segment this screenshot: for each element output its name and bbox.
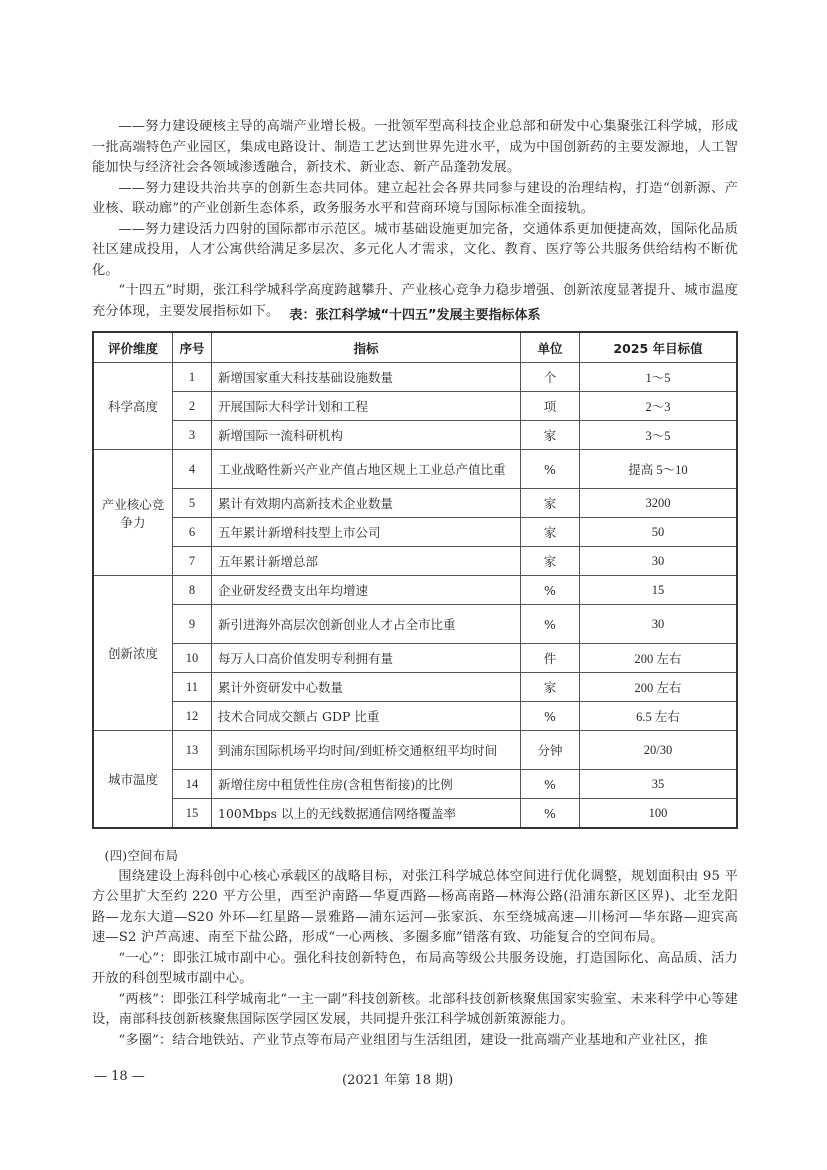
table-header-row [93,332,737,363]
paragraph: “一心”：即张江城市副中心。强化科技创新特色，布局高等级公共服务设施，打造国际化、高品质、活力开放的科创型城市副中心。 [92,950,738,986]
dimension-cell: 科学高度 [93,363,173,450]
target-cell: 200 左右 [580,644,738,673]
indicator-cell: 新引进海外高层次创新创业人才占全市比重 [212,605,521,644]
table-row [93,392,737,421]
number-cell: 4 [173,450,212,489]
number-cell: 7 [173,547,212,576]
indicator-cell: 累计外资研发中心数量 [212,673,521,702]
number-cell: 3 [173,421,212,450]
number-cell: 11 [173,673,212,702]
table-row [93,363,737,392]
header-target: 2025 年目标值 [580,332,738,363]
indicator-cell: 开展国际大科学计划和工程 [212,392,521,421]
table-row [93,576,737,605]
unit-cell: % [521,576,580,605]
target-cell: 1～5 [580,363,738,392]
page-number: — 18 — [94,1069,145,1084]
indicator-cell: 每万人口高价值发明专利拥有量 [212,644,521,673]
number-cell: 2 [173,392,212,421]
dimension-cell: 创新浓度 [93,576,173,731]
intro-section [92,117,738,322]
table-row [93,673,737,702]
indicator-cell: 工业战略性新兴产业产值占地区规上工业总产值比重 [212,450,521,489]
indicator-table [92,331,738,829]
target-cell: 35 [580,770,738,799]
table-row [93,702,737,731]
target-cell: 3200 [580,489,738,518]
unit-cell: 分钟 [521,731,580,770]
unit-cell: 家 [521,673,580,702]
paragraph: “两核”：即张江科学城南北“一主一副”科技创新核。北部科技创新核聚焦国家实验室、未来科学中心等建设，南部科技创新核聚焦国际医学园区发展，共同提升张江科学城创新策源能力。 [92,991,738,1027]
table-row [93,644,737,673]
number-cell: 8 [173,576,212,605]
table-row [93,518,737,547]
unit-cell: % [521,605,580,644]
indicator-cell: 新增国际一流科研机构 [212,421,521,450]
table-row [93,731,737,770]
number-cell: 6 [173,518,212,547]
paragraph: ——努力建设共治共享的创新生态共同体。建立起社会各界共同参与建设的治理结构，打造“创新源、产业核、联动廊”的产业创新生态体系，政务服务水平和营商环境与国际标准全面接轨。 [92,180,738,216]
spatial-layout-section [92,846,738,1051]
table-row [93,547,737,576]
paragraph: 围绕建设上海科创中心核心承载区的战略目标，对张江科学城总体空间进行优化调整，规划面积由 95 平方公里扩大至约 220 平方公里，西至沪南路—华夏西路—杨高南路—林海公路(沿浦东新区区界)、北至龙阳路—龙东大道—S20 外环—红星路—景雅路—浦东运河—张家浜、东至绕城高速—川杨河—华东路—迎宾高速—S2 沪芦高速、南至下盐公路，形成“一心两核、多圈多廊”错落有致、功能复合的空间布局。 [92,868,738,945]
number-cell: 13 [173,731,212,770]
header-unit: 单位 [521,332,580,363]
number-cell: 5 [173,489,212,518]
unit-cell: 家 [521,547,580,576]
number-cell: 10 [173,644,212,673]
target-cell: 30 [580,605,738,644]
number-cell: 9 [173,605,212,644]
table-row [93,489,737,518]
table-row [93,421,737,450]
table-caption: 表：张江科学城“十四五”发展主要指标体系 [289,308,541,323]
issue-label: (2021 年第 18 期) [342,1073,454,1088]
paragraph: ——努力建设活力四射的国际都市示范区。城市基础设施更加完备，交通体系更加便捷高效，国际化品质社区建成投用，人才公寓供给满足多层次、多元化人才需求，文化、教育、医疗等公共服务供给结构不断优化。 [92,221,738,278]
unit-cell: 个 [521,363,580,392]
target-cell: 30 [580,547,738,576]
header-number: 序号 [173,332,212,363]
number-cell: 1 [173,363,212,392]
table-row [93,605,737,644]
target-cell: 20/30 [580,731,738,770]
header-dimension: 评价维度 [93,332,173,363]
target-cell: 15 [580,576,738,605]
unit-cell: 家 [521,421,580,450]
target-cell: 3～5 [580,421,738,450]
indicator-cell: 五年累计新增总部 [212,547,521,576]
table-row [93,770,737,799]
target-cell: 200 左右 [580,673,738,702]
unit-cell: 家 [521,518,580,547]
target-cell: 6.5 左右 [580,702,738,731]
indicator-cell: 新增国家重大科技基础设施数量 [212,363,521,392]
target-cell: 100 [580,799,738,829]
number-cell: 12 [173,702,212,731]
indicator-cell: 累计有效期内高新技术企业数量 [212,489,521,518]
section-heading: (四)空间布局 [104,848,179,863]
table-row [93,450,737,489]
unit-cell: % [521,799,580,829]
table-row [93,799,737,829]
paragraph: “多圈”：结合地铁站、产业节点等布局产业组团与生活组团，建设一批高端产业基地和产业社区，推 [118,1032,708,1048]
indicator-cell: 到浦东国际机场平均时间/到虹桥交通枢纽平均时间 [212,731,521,770]
number-cell: 15 [173,799,212,829]
unit-cell: 家 [521,489,580,518]
dimension-cell: 城市温度 [93,731,173,829]
indicator-cell: 100Mbps 以上的无线数据通信网络覆盖率 [212,799,521,829]
indicator-cell: 新增住房中租赁性住房(含租售衔接)的比例 [212,770,521,799]
header-indicator: 指标 [212,332,521,363]
unit-cell: 项 [521,392,580,421]
paragraph: “十四五”时期，张江科学城科学高度跨越攀升、产业核心竞争力稳步增强、创新浓度显著提升、城市温度充分体现，主要发展指标如下。 [92,283,738,319]
target-cell: 2～3 [580,392,738,421]
indicator-cell: 技术合同成交额占 GDP 比重 [212,702,521,731]
target-cell: 50 [580,518,738,547]
indicator-cell: 企业研发经费支出年均增速 [212,576,521,605]
indicator-cell: 五年累计新增科技型上市公司 [212,518,521,547]
paragraph: ——努力建设硬核主导的高端产业增长极。一批领军型高科技企业总部和研发中心集聚张江科学城，形成一批高端特色产业园区，集成电路设计、制造工艺达到世界先进水平，成为中国创新药的主要发源地，人工智能加快与经济社会各领域渗透融合，新技术、新业态、新产品蓬勃发展。 [92,119,738,175]
unit-cell: % [521,450,580,489]
dimension-cell: 产业核心竞争力 [93,450,173,576]
target-cell: 提高 5～10 [580,450,738,489]
unit-cell: % [521,702,580,731]
unit-cell: 件 [521,644,580,673]
unit-cell: % [521,770,580,799]
number-cell: 14 [173,770,212,799]
